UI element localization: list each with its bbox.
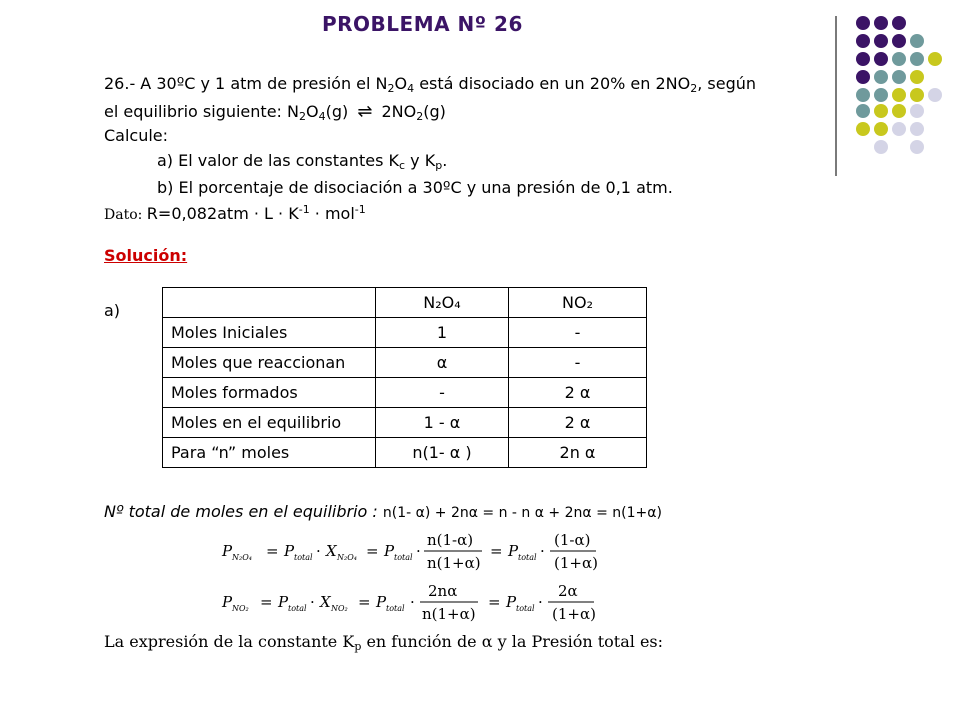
dot: [874, 88, 888, 102]
table-cell: -: [509, 318, 647, 348]
total-moles-label: Nº total de moles en el equilibrio :: [104, 502, 383, 521]
row-label: Moles formados: [163, 378, 376, 408]
eq-subscript: total: [516, 604, 535, 613]
eq-symbol: P: [222, 542, 233, 560]
eq-operator: ·: [416, 542, 421, 560]
table-cell: n(1- α ): [376, 438, 509, 468]
text: O: [305, 102, 319, 121]
eq-numerator: (1-α): [554, 531, 591, 549]
data-line: [104, 203, 366, 223]
superscript: -1: [354, 203, 366, 216]
part-a-label: a): [104, 301, 121, 320]
subscript: 2: [416, 110, 424, 123]
text: .: [442, 151, 448, 170]
eq-operator: =: [366, 542, 379, 560]
table-cell: 1 - α: [376, 408, 509, 438]
row-label: Moles en el equilibrio: [163, 408, 376, 438]
dot: [856, 122, 870, 136]
partial-pressure-no2-equation: [220, 577, 640, 627]
question-a: [157, 151, 447, 172]
eq-numerator: 2nα: [428, 582, 458, 600]
eq-subscript: N₂O₄: [337, 553, 357, 562]
dot: [910, 140, 924, 154]
eq-denominator: (1+α): [552, 605, 596, 623]
page-title: PROBLEMA Nº 26: [322, 12, 523, 36]
eq-numerator: 2α: [558, 582, 578, 600]
eq-operator: ·: [310, 593, 315, 611]
dot: [910, 88, 924, 102]
text: 2NO: [376, 102, 417, 121]
dot: [856, 70, 870, 84]
eq-symbol: P: [284, 542, 295, 560]
eq-symbol: X: [326, 542, 337, 560]
dot: [874, 34, 888, 48]
total-moles-expression: n(1- α) + 2nα = n - n α + 2nα = n(1+α): [382, 505, 662, 521]
dot: [856, 104, 870, 118]
header-cell: N₂O₄: [376, 288, 509, 318]
table-cell: α: [376, 348, 509, 378]
subscript: 4: [318, 110, 326, 123]
table-cell: -: [509, 348, 647, 378]
table-cell: 2n α: [509, 438, 647, 468]
table-row: [163, 378, 647, 408]
table-cell: -: [376, 378, 509, 408]
text: La expresión de la constante K: [104, 632, 355, 651]
table-row: [163, 408, 647, 438]
dot: [856, 34, 870, 48]
subscript: c: [399, 159, 406, 172]
equilibrium-arrow-icon: ⇌: [357, 101, 373, 122]
eq-subscript: total: [394, 553, 413, 562]
dot: [892, 16, 906, 30]
text: a) El valor de las constantes K: [157, 151, 400, 170]
subscript: 2: [387, 82, 395, 95]
eq-operator: ·: [316, 542, 321, 560]
eq-operator: =: [488, 593, 501, 611]
eq-operator: ·: [538, 593, 543, 611]
dot: [874, 140, 888, 154]
dot: [910, 70, 924, 84]
subscript: 2: [298, 110, 306, 123]
dot: [874, 52, 888, 66]
dot: [910, 104, 924, 118]
table-cell: 2 α: [509, 408, 647, 438]
table-cell: 2 α: [509, 378, 647, 408]
subscript: p: [435, 159, 443, 172]
eq-operator: =: [266, 542, 279, 560]
dot: [856, 88, 870, 102]
dot: [892, 122, 906, 136]
dot: [910, 34, 924, 48]
subscript: 4: [407, 82, 415, 95]
dato-value: R=0,082atm · L · K: [146, 204, 299, 223]
subscript: p: [354, 640, 362, 653]
text: · mol: [309, 204, 355, 223]
eq-symbol: X: [320, 593, 331, 611]
eq-symbol: P: [278, 593, 289, 611]
kp-expression-intro: [104, 632, 663, 653]
eq-subscript: total: [386, 604, 405, 613]
text: el equilibrio siguiente: N: [104, 102, 299, 121]
eq-operator: ·: [410, 593, 415, 611]
row-label: Moles que reaccionan: [163, 348, 376, 378]
text: en función de α y la Presión total es:: [361, 632, 664, 651]
text: (g): [325, 102, 349, 121]
eq-subscript: N₂O₄: [232, 553, 252, 562]
dot: [874, 16, 888, 30]
dot: [892, 104, 906, 118]
dot: [892, 52, 906, 66]
eq-numerator: n(1-α): [427, 531, 474, 549]
dot: [928, 88, 942, 102]
solution-heading: Solución:: [104, 246, 188, 265]
table-row: [163, 348, 647, 378]
dot: [928, 52, 942, 66]
row-label: Para “n” moles: [163, 438, 376, 468]
header-cell: [163, 288, 376, 318]
superscript: -1: [298, 203, 310, 216]
text: O: [394, 74, 408, 93]
statement-line-1: [104, 74, 756, 95]
eq-symbol: P: [508, 542, 519, 560]
dot: [892, 34, 906, 48]
dot: [874, 104, 888, 118]
text: 26.- A 30ºC y 1 atm de presión el N: [104, 74, 388, 93]
row-label: Moles Iniciales: [163, 318, 376, 348]
eq-denominator: n(1+α): [427, 554, 481, 572]
eq-operator: =: [260, 593, 273, 611]
total-moles-line: [104, 502, 662, 521]
eq-denominator: (1+α): [554, 554, 598, 572]
eq-operator: =: [358, 593, 371, 611]
question-b: b) El porcentaje de disociación a 30ºC y una presión de 0,1 atm.: [157, 178, 673, 197]
text: y K: [405, 151, 436, 170]
eq-symbol: P: [222, 593, 233, 611]
dot: [910, 52, 924, 66]
eq-symbol: P: [376, 593, 387, 611]
eq-subscript: NO₂: [232, 604, 249, 613]
text: (g): [423, 102, 446, 121]
dot: [874, 122, 888, 136]
table-row: [163, 438, 647, 468]
eq-denominator: n(1+α): [422, 605, 476, 623]
eq-symbol: P: [384, 542, 395, 560]
statement-line-2: [104, 101, 446, 123]
eq-subscript: NO₂: [331, 604, 348, 613]
text: , según: [697, 74, 757, 93]
eq-symbol: P: [506, 593, 517, 611]
partial-pressure-n2o4-equation: [220, 526, 640, 576]
eq-subscript: total: [288, 604, 307, 613]
divider-line: [835, 16, 837, 176]
eq-subscript: total: [294, 553, 313, 562]
dot: [910, 122, 924, 136]
eq-subscript: total: [518, 553, 537, 562]
eq-operator: =: [490, 542, 503, 560]
dot: [892, 88, 906, 102]
dot: [892, 70, 906, 84]
calcule-label: Calcule:: [104, 126, 169, 145]
dot: [874, 70, 888, 84]
subscript: 2: [690, 82, 698, 95]
header-cell: NO₂: [509, 288, 647, 318]
table-cell: 1: [376, 318, 509, 348]
dot: [856, 16, 870, 30]
table-row: [163, 318, 647, 348]
equilibrium-table: [162, 287, 647, 468]
text: está disociado en un 20% en 2NO: [414, 74, 691, 93]
dot: [856, 52, 870, 66]
dato-label: Dato:: [104, 207, 147, 223]
eq-operator: ·: [540, 542, 545, 560]
table-header-row: [163, 288, 647, 318]
